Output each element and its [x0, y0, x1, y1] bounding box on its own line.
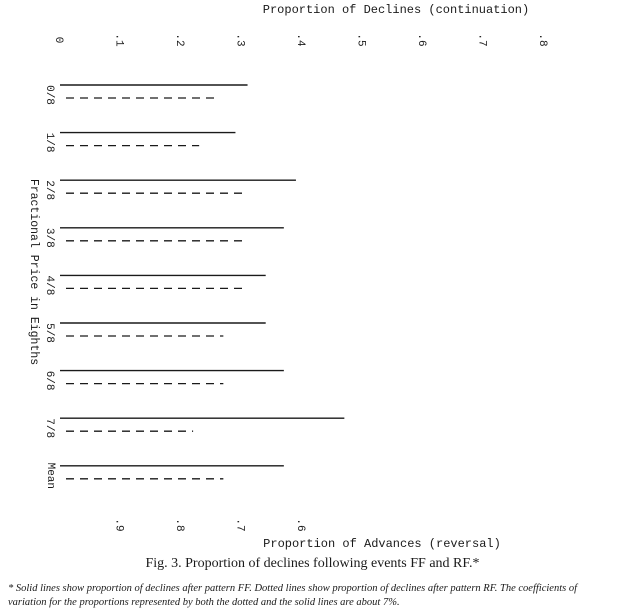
bottom-tick-label: .9 — [112, 518, 125, 532]
y-axis-label: Fractional Price in Eighths — [27, 178, 40, 366]
bottom-tick-label: .8 — [173, 518, 185, 532]
top-tick-label: .8 — [536, 33, 548, 47]
bottom-tick-label: .6 — [294, 518, 306, 532]
category-label: 3/8 — [43, 227, 55, 248]
top-axis-label: Proportion of Declines (continuation) — [262, 3, 530, 17]
category-label: 0/8 — [43, 85, 55, 105]
top-tick-label: 0 — [52, 36, 64, 44]
top-tick-label: .7 — [475, 33, 488, 47]
bottom-axis-label: Proportion of Advances (reversal) — [263, 537, 501, 551]
category-label: Mean — [44, 462, 56, 490]
figure-footnote: * Solid lines show proportion of declines after pattern FF. Dotted lines show proportion of declines after pattern RF. The coefficients of variation for the proportions represented by both the dotted and the solid lines are about 7%. — [8, 583, 578, 608]
top-tick-label: .6 — [415, 33, 427, 47]
top-tick-label: .5 — [354, 33, 367, 47]
top-tick-label: .4 — [294, 33, 306, 47]
category-label: 4/8 — [43, 275, 55, 296]
figure-caption: Fig. 3. Proportion of declines following events FF and RF.* — [145, 556, 480, 571]
category-label: 2/8 — [43, 180, 55, 201]
top-tick-label: .1 — [112, 33, 125, 47]
category-label: 7/8 — [43, 418, 55, 439]
category-label: 5/8 — [43, 323, 55, 343]
category-label: 1/8 — [43, 132, 55, 153]
top-tick-label: .3 — [233, 33, 246, 47]
top-tick-label: .2 — [173, 33, 185, 47]
bottom-tick-label: .7 — [233, 518, 246, 532]
category-label: 6/8 — [43, 370, 55, 391]
